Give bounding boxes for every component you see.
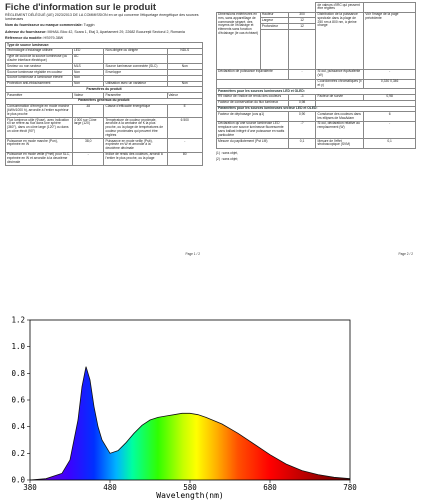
table-header-row: Paramètre Valeur Paramètre Valeur	[6, 93, 203, 99]
doc-title: Fiche d'information sur le produit	[5, 2, 157, 13]
y-tick-label: 0.6	[11, 395, 25, 405]
x-tick-label: 380	[23, 483, 37, 492]
table-row: Mesure du papillotement (Pst LM) 0,1 Mesure de l'effet stroboscopique (SVM) 0,1	[217, 139, 416, 149]
y-tick-label: 0.8	[11, 368, 25, 378]
table-row: Type de culot de la source lumineuse (ou d'autre interface électrique) AC	[6, 54, 203, 64]
product-table-continued	[216, 2, 416, 149]
table-row: R9 valeur de l'indice de rendu des couleurs -3 Facteur de survie 0,98	[217, 94, 416, 100]
table-row: Flux lumineux utile (Φuse), avec indication s'il se réfère au flux dans une sphère (360°), dans un cône large (120°) ou dans un cône étroit (90°) 4 000 sur Cône large (120) Température de couleur proximale, arrondie à la centaine de K la plus proche, ou la plage de températures de couleur proximales qui peuvent être réglées 6 500	[6, 118, 203, 139]
table-row: Profondeur 12	[217, 24, 416, 30]
source-type-heading: Type de source lumineuse:	[6, 43, 203, 49]
x-tick-label: 580	[183, 483, 197, 492]
x-axis-label: Wavelength(nm)	[156, 491, 224, 500]
general-params-heading: Paramètres généraux du produit:	[6, 98, 203, 104]
table-row: Déclaration qu'une source lumineuse LED remplace une source lumineuse fluorescente sans ballast intégré d'une puissance en watts particulière -? Si oui, déclaration relative au remplacement (W) -	[217, 121, 416, 138]
led-heading: Paramètres pour les sources lumineuses LED et OLED:	[217, 89, 416, 95]
table-row: Déclaration de puissance équivalente - Si oui, puissance équivalente (W) -	[217, 69, 416, 79]
y-tick-label: 0.2	[11, 448, 25, 458]
footnote-2: (2) : sans objet;	[216, 156, 238, 161]
reference-line: Référence du modèle: HS979-38W	[5, 35, 64, 40]
spectral-distribution-chart	[0, 262, 421, 500]
y-tick-label: 1.0	[11, 342, 25, 352]
page-number: Page 2 / 2	[398, 252, 413, 256]
table-row: Puissance en mode veille (Pnet) pour SLC, exprimée en W et arrondie à la deuxième décimale - Indice de rendu des couleurs, arrondi à l'entier le plus proche, ou la plage 80	[6, 152, 203, 165]
page-number: Page 1 / 2	[185, 252, 200, 256]
table-row: Facteur de conservation du flux lumineux 0,98	[217, 100, 416, 106]
table-row: Source lumineuse réglable en couleur Non Enveloppe	[6, 70, 203, 76]
document-page-2	[213, 0, 421, 258]
table-row: Secteur ou non secteur MLS Source lumineuse connectée (SLC) Non	[6, 64, 203, 70]
x-tick-label: 680	[263, 483, 277, 492]
table-row: Source lumineuse à luminance élevée Non	[6, 75, 203, 81]
table-row: Dimensions extérieures en mm, sans appareillage de commande séparé, des moyens de l'éclairage et éléments sans fonction d'éclairage (le cas échéant) Hauteur 300 Distribution de la puissance spectrale dans la plage de 250 nm à 800 nm, à pleine charge Voir l'image de la page précédente	[217, 12, 416, 18]
supplier-line: Nom du fournisseur ou marque commerciale: Tuggin	[5, 23, 95, 28]
table-row: Largeur 12	[217, 18, 416, 24]
table-row: Facteur de déphasage (cos φ1) 0,90 Constance des couleurs dans les ellipses de MacAdam 6	[217, 112, 416, 122]
table-row: Puissance en mode marche (Pon), exprimée en W 38,0 Puissance en mode veille (Psb), exprimée en W et arrondie à la deuxième décimale -	[6, 139, 203, 152]
table-row: de valeurs d'IRC qui peuvent être réglées	[217, 3, 416, 13]
x-tick-label: 480	[103, 483, 117, 492]
table-row: Protection anti-éblouissement Non Utilisation avec un variateur Non	[6, 81, 203, 87]
doc-subtitle: RÈGLEMENT DÉLÉGUÉ (UE) 2023/2013 DE LA COMMISSION en ce qui concerne l'étiquetage énergétique des sources lumineuses	[5, 13, 199, 22]
y-tick-label: 0.4	[11, 422, 25, 432]
y-tick-label: 0.0	[11, 475, 25, 485]
product-table	[5, 42, 203, 166]
address-line: Adresse du fournisseur: MIHAIL Bloc 42, Scara 1, Etaj 3, Apartament 29, 22682 Bucureşti Sectorul 2, Romania	[5, 29, 185, 34]
document-page-1	[0, 0, 208, 258]
y-tick-label: 1.2	[11, 315, 25, 325]
footnote-1: (1) : sans objet,	[216, 150, 238, 155]
table-row: Coordonnées chromatiques (x et y) 0,330 0,346	[217, 79, 416, 89]
x-tick-label: 780	[343, 483, 357, 492]
table-row: Consommation d'énergie en mode marche (kWh/1000 h), arrondie à l'entier supérieur le plus proche 38 Classe d'efficacité énergétique E	[6, 104, 203, 117]
params-heading: Paramètres du produit	[6, 87, 203, 93]
table-row: Technologie d'éclairage utilisée LED Non-dirigée ou dirigée NDLS	[6, 48, 203, 54]
mains-heading: Paramètres pour les sources lumineuses secteur LED et OLED:	[217, 106, 416, 112]
